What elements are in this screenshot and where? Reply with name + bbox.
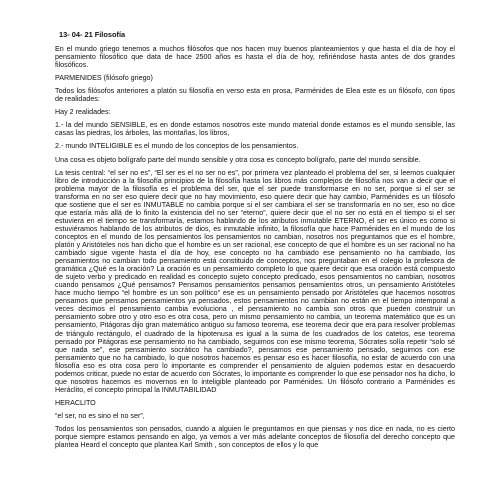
paragraph-heraclito-quote: “el ser, no es sino el no ser”, <box>55 411 145 420</box>
paragraph-intelligible-world: 2.- mundo INTELIGIBLE es el mundo de los conceptos de los pensamientos. <box>55 142 299 151</box>
document-body <box>55 31 455 454</box>
paragraph-intro: En el mundo griego tenemos a muchos filósofos que nos hacen muy buenos planteamientos y que hasta el día de hoy el pensamiento filosófico que data de hace 2500 años es hasta el día de hoy, refiriéndose hasta antes de dos grandes filosóficos. <box>55 45 455 70</box>
paragraph-two-realities: Hay 2 realidades: <box>55 108 111 117</box>
paragraph-central-thesis: La tesis central: “el ser no es”, “El ser es el no ser no es”, por primera vez planteado el problema del ser, si leemos cualquier libro de introducción a la filosofía principios de la filosofía hasta los libros más complejos de filosofía nos van a decir que el problema mayor de la filosofía es el problema del ser, que el ser puede transformarse en no ser, porque si el ser se transforma en no ser eso quiere decir que no hay movimiento, eso quiere decir que hay cambio, Parménides es un filósofo que sostiene que el ser es INMUTABLE no cambia porque si el ser cambiara el ser se transformaría en no ser, eso no dice que estaría más allá de lo finito la existencia del no ser “eterno”, quiere decir que el no ser no está en el tiempo si el ser estuviera en el tiempo se transformaría, estamos hablando de los atributos inmutable ETERNO, el ser es único es como si estuviéramos hablando de los atributos de dios, es inmutable infinito, la filosofía que hace Parménides en el mundo de los conceptos en el mundo de los pensamientos los pensamientos no cambian, nosotros nos preguntamos que es el hombre, platón y Aristóteles nos han dicho que el hombre es un ser racional, ese concepto de que el hombre es un ser racional no ha cambiado sigue vigente hasta el día de hoy, ese concepto no ha cambiado ese pensamiento no ha cambiado, los pensamientos no cambian todo pensamiento está constituido de conceptos, nos preguntaban en el colegio la profesora de gramática ¿Qué es la oración? La oración es un pensamiento completo lo que quiere decir que esa oración está compuesto de sujeto verbo y predicado en realidad es concepto sujeto concepto predicado, esos pensamientos no cambian, nosotros cuando pensamos ¿Qué pensamos? Pensamos pensamientos pensamos pensamientos otros, un pensamiento Aristóteles hace mucho tiempo “el hombre es un son político” ese es un pensamiento pensado por Aristóteles que hacemos nosotros pensamos que pensamos pensamientos ya pensados, estos pensamientos no cambian no están en el tiempo intemporal a veces decimos el pensamiento cambia evoluciona , el pensamiento no cambia son otros que pueden construir un pensamiento sobre otro y otro eso es otra cosa, pero un mismo pensamiento no cambia, un teorema matemático que es un pensamiento, Pitágoras dijo gran matemático antiguo su famoso teorema, ese teorema decir que era para resolver problemas de triángulo rectángulo, el cuadrado de la hipotenusa es igual a la suma de los cuadrados de los catetos, ese teorema pensado por Pitágoras ese pensamiento no ha cambiado, seguimos con ese mismo teorema, Sócrates solía repetir “solo sé que nada se”, ese pensamiento socrático ha cambiado?, pensamos ese pensamiento pensado, seguimos con ese pensamiento que no ha cambiado, lo que nosotros hacemos es pensar eso es hacer filosofía, no estar de acuerdo con una filosofía eso es otra cosa pero lo importante es comprender el pensamiento de alguien podemos estar en desacuerdo podemos criticar, puede no estar de acuerdo con Sócrates, lo importante es comprender lo que ese pensador nos ha dicho, lo que nosotros hacemos es movernos en lo inteligible planteado por Parménides. Un filósofo contrario a Parménides es Heráclito, el concepto principal la INMUTABILIDAD <box>55 168 455 394</box>
paragraph-parmenides-intro: Todos los filósofos anteriores a platón su filosofía en verso esta en prosa, Parménides de Elea este es un filósofo, con tipos de realidades: <box>55 87 455 104</box>
paragraph-sensible-world: 1.- la del mundo SENSIBLE, es en donde estamos nosotros este mundo material donde estamos es el mundo sensible, las casas las piedras, los árboles, las montañas, los libros, <box>55 121 455 138</box>
document-title: 13- 04- 21 Filosofía <box>59 30 126 39</box>
heading-parmenides: PARMENIDES (filósofo griego) <box>55 74 153 83</box>
paragraph-thoughts: Todos los pensamientos son pensados, cuando a alguien le preguntamos en que piensas y nos dice en nada, no es cierto porque siempre estamos pensando en algo, ya vemos a ver más adelante conceptos de filosofía del derecho concepto que plantea Heard el concepto que plantea Karl Smith , son conceptos de ellos y lo que <box>55 424 455 450</box>
paragraph-pen-example: Una cosa es objeto bolígrafo parte del mundo sensible y otra cosa es concepto bolígrafo, parte del mundo sensible. <box>55 155 421 164</box>
heading-heraclito: HERACLITO <box>55 398 96 407</box>
